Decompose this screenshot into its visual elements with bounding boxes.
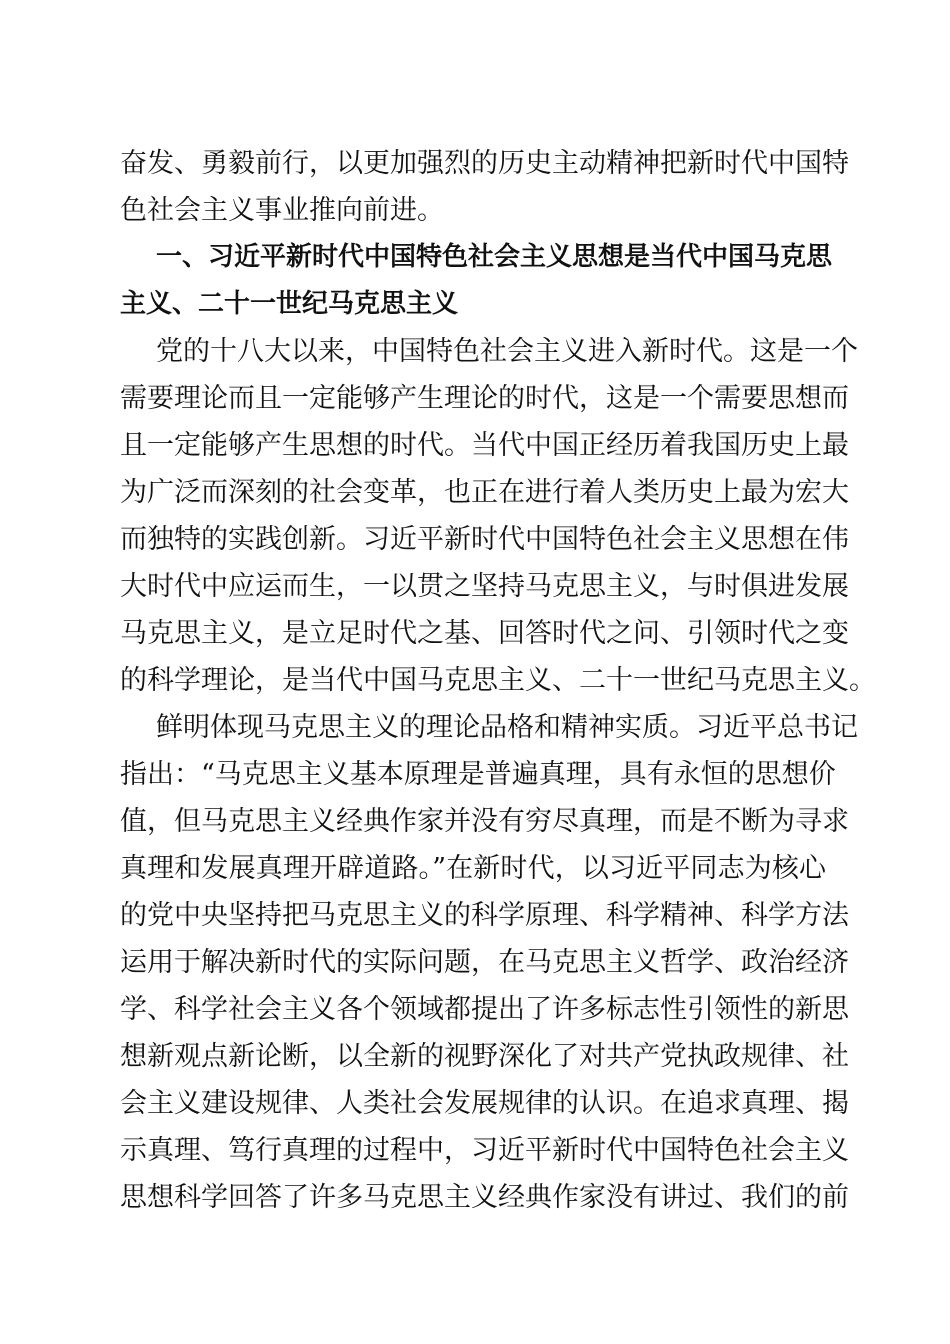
text-line: 思想科学回答了许多马克思主义经典作家没有讲过、我们的前 xyxy=(120,1182,849,1213)
text-line: 需要理论而且一定能够产生理论的时代，这是一个需要思想而 xyxy=(120,383,849,414)
section-heading xyxy=(120,234,833,328)
heading-line: 主义、二十一世纪马克思主义 xyxy=(120,289,459,319)
text-line: 为广泛而深刻的社会变革，也正在进行着人类历史上最为宏大 xyxy=(120,477,849,508)
text-line: 色社会主义事业推向前进。 xyxy=(120,195,444,226)
text-line: 指出：“马克思主义基本原理是普遍真理，具有永恒的思想价 xyxy=(120,759,836,790)
text-line: 运用于解决新时代的实际问题，在马克思主义哲学、政治经济 xyxy=(120,947,849,978)
text-line: 示真理、笃行真理的过程中，习近平新时代中国特色社会主义 xyxy=(120,1135,849,1166)
text-line: 学、科学社会主义各个领域都提出了许多标志性引领性的新思 xyxy=(120,994,849,1025)
text-line: 鲜明体现马克思主义的理论品格和精神实质。习近平总书记 xyxy=(156,712,858,743)
text-line: 真理和发展真理开辟道路。”在新时代，以习近平同志为核心 xyxy=(120,853,826,884)
heading-line: 一、习近平新时代中国特色社会主义思想是当代中国马克思 xyxy=(156,242,833,272)
text-line: 且一定能够产生思想的时代。当代中国正经历着我国历史上最 xyxy=(120,430,849,461)
text-line: 大时代中应运而生，一以贯之坚持马克思主义，与时俱进发展 xyxy=(120,571,849,602)
text-line: 马克思主义，是立足时代之基、回答时代之问、引领时代之变 xyxy=(120,618,849,649)
text-line: 而独特的实践创新。习近平新时代中国特色社会主义思想在伟 xyxy=(120,524,849,555)
paragraph-theoretical-character xyxy=(120,704,858,1221)
text-line: 奋发、勇毅前行，以更加强烈的历史主动精神把新时代中国特 xyxy=(120,148,849,179)
paragraph-continuation xyxy=(120,140,849,234)
text-line: 会主义建设规律、人类社会发展规律的认识。在追求真理、揭 xyxy=(120,1088,849,1119)
document-body xyxy=(120,140,876,1221)
paragraph-new-era xyxy=(120,328,876,704)
text-line: 党的十八大以来，中国特色社会主义进入新时代。这是一个 xyxy=(156,336,858,367)
text-line: 想新观点新论断，以全新的视野深化了对共产党执政规律、社 xyxy=(120,1041,849,1072)
text-line: 的科学理论，是当代中国马克思主义、二十一世纪马克思主义。 xyxy=(120,665,876,696)
text-line: 值，但马克思主义经典作家并没有穷尽真理，而是不断为寻求 xyxy=(120,806,849,837)
text-line: 的党中央坚持把马克思主义的科学原理、科学精神、科学方法 xyxy=(120,900,849,931)
